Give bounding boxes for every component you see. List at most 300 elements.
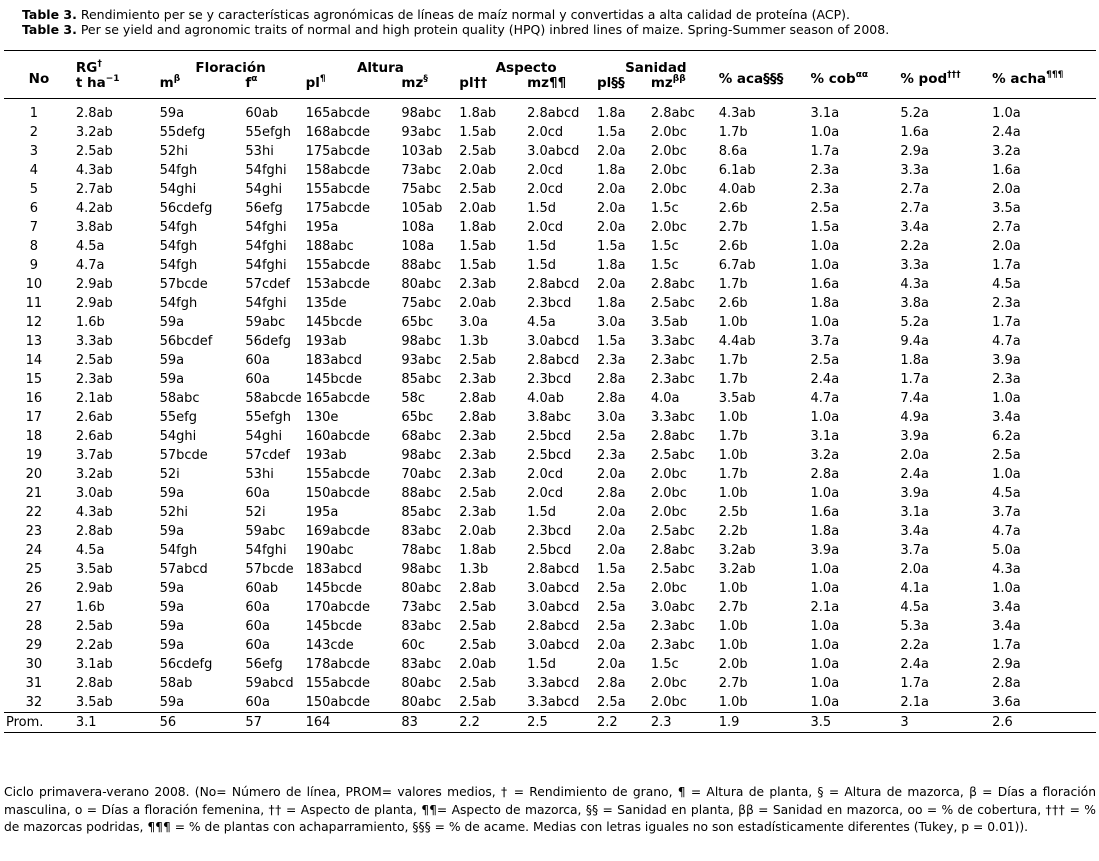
table-cell: 2.0cd: [527, 467, 564, 482]
table-cell: 1.5ab: [459, 258, 497, 273]
line-number-cell: 18: [25, 429, 43, 444]
table-cell: 3.5ab: [75, 695, 113, 710]
table-cell: 2.9ab: [75, 581, 113, 596]
table-cell: 57: [243, 713, 303, 733]
table-cell: 53hi: [245, 467, 274, 482]
table-cell: 2.7a: [992, 220, 1021, 235]
col-aspecto-header: Aspecto: [457, 51, 595, 77]
table-cell: 1.0b: [718, 410, 748, 425]
table-cell: 1.7a: [992, 258, 1021, 273]
line-number-cell: 13: [25, 334, 43, 349]
table-cell: 59a: [159, 638, 185, 653]
table-cell: 3.1a: [810, 429, 840, 444]
table-cell: 6.1ab: [718, 163, 756, 178]
table-cell: 4.5a: [992, 277, 1021, 292]
table-cell: 2.8abc: [650, 543, 695, 558]
table-cell: 2.0b: [718, 657, 748, 672]
table-caption: [22, 7, 889, 37]
table-cell: 195a: [305, 220, 339, 235]
table-cell: 2.3ab: [75, 372, 113, 387]
table-cell: 2.1a: [900, 695, 929, 710]
table-cell: 2.0bc: [650, 163, 687, 178]
table-cell: 193ab: [305, 448, 347, 463]
table-cell: 2.8abcd: [527, 562, 580, 577]
table-cell: 2.8abc: [650, 106, 695, 121]
table-cell: 2.0a: [596, 638, 626, 653]
table-cell: 1.0b: [718, 448, 748, 463]
table-cell: 2.0a: [596, 201, 626, 216]
table-cell: 85abc: [401, 505, 442, 520]
table-cell: 1.7b: [718, 467, 748, 482]
line-number-cell: 15: [25, 372, 43, 387]
table-cell: 7.4a: [900, 391, 929, 406]
line-number-cell: 4: [29, 163, 39, 178]
table-cell: 2.9ab: [75, 296, 113, 311]
line-number-cell: 20: [25, 467, 43, 482]
table-cell: 2.0bc: [650, 505, 687, 520]
table-row: [4, 218, 1096, 237]
col-pl-sanidad-header: pl§§: [595, 76, 649, 99]
table-cell: 59abc: [245, 315, 286, 330]
line-number-cell: 25: [25, 562, 43, 577]
table-cell: 190abc: [305, 543, 354, 558]
table-cell: 1.0b: [718, 315, 748, 330]
table-cell: 1.5d: [527, 505, 557, 520]
table-cell: 2.0a: [596, 220, 626, 235]
table-cell: 60ab: [245, 106, 279, 121]
table-cell: 55efgh: [245, 125, 292, 140]
table-cell: 59a: [159, 619, 185, 634]
table-cell: 98abc: [401, 448, 442, 463]
table-cell: 1.6a: [992, 163, 1021, 178]
table-cell: 2.0ab: [459, 524, 497, 539]
table-cell: 60ab: [245, 581, 279, 596]
table-cell: 5.2a: [900, 106, 929, 121]
table-cell: 2.0a: [992, 239, 1021, 254]
table-cell: 2.8ab: [459, 410, 497, 425]
table-row: [4, 465, 1096, 484]
table-cell: 145bcde: [305, 619, 363, 634]
table-cell: 155abcde: [305, 182, 371, 197]
line-number-cell: 14: [25, 353, 43, 368]
table-cell: 83abc: [401, 657, 442, 672]
table-cell: 1.0a: [992, 467, 1021, 482]
table-cell: 1.6b: [75, 600, 105, 615]
col-rg-header: RG†: [74, 51, 158, 77]
table-cell: 1.8ab: [459, 543, 497, 558]
table-cell: 88abc: [401, 486, 442, 501]
table-cell: 3.5: [809, 713, 899, 733]
table-cell: 3.4a: [992, 410, 1021, 425]
table-cell: 2.5a: [596, 600, 626, 615]
table-cell: 75abc: [401, 182, 442, 197]
table-cell: 57bcde: [245, 562, 294, 577]
caption-spanish: Table 3. Rendimiento per se y características agronómicas de líneas de maíz normal y convertidas a alta calidad de proteína (ACP).: [22, 7, 850, 22]
table-cell: 2.7b: [718, 600, 748, 615]
table-cell: 178abcde: [305, 657, 371, 672]
table-row: [4, 408, 1096, 427]
table-cell: 80abc: [401, 581, 442, 596]
table-cell: 3.2a: [810, 448, 840, 463]
table-cell: 1.8a: [596, 106, 626, 121]
prom-row: [4, 713, 1096, 733]
table-cell: 55efgh: [245, 410, 292, 425]
table-row: [4, 560, 1096, 579]
table-cell: 3.0abc: [650, 600, 695, 615]
line-number-cell: 32: [25, 695, 43, 710]
table-cell: 2.2ab: [75, 638, 113, 653]
table-cell: 150abcde: [305, 695, 371, 710]
table-cell: 4.3a: [900, 277, 929, 292]
line-number-cell: 7: [29, 220, 39, 235]
table-cell: 54fgh: [159, 220, 198, 235]
table-cell: 3.3abcd: [527, 695, 580, 710]
table-row: [4, 142, 1096, 161]
table-cell: 1.7a: [900, 372, 929, 387]
table-cell: 2.8a: [992, 676, 1021, 691]
col-f-header: $f^\alpha$: [243, 76, 303, 99]
table-cell: 4.0a: [650, 391, 680, 406]
table-cell: 2.0a: [596, 657, 626, 672]
table-cell: 2.8abcd: [527, 277, 580, 292]
col-pod-header: % pod†††: [898, 51, 990, 99]
table-cell: 4.3ab: [718, 106, 756, 121]
table-row: [4, 693, 1096, 713]
table-cell: 4.7a: [810, 391, 840, 406]
table-cell: 54ghi: [159, 429, 197, 444]
table-cell: 1.5ab: [459, 239, 497, 254]
table-cell: 58abc: [159, 391, 200, 406]
table-cell: 54fgh: [159, 163, 198, 178]
col-mz-altura-header: mz§: [399, 76, 457, 99]
table-cell: 3.3a: [900, 258, 929, 273]
table-cell: 2.5bcd: [527, 429, 572, 444]
table-row: [4, 161, 1096, 180]
table-cell: 1.5a: [596, 125, 626, 140]
table-cell: 3: [898, 713, 990, 733]
table-cell: 59abcd: [245, 676, 294, 691]
table-cell: 1.0b: [718, 695, 748, 710]
header-row-1: [4, 51, 1096, 77]
table-cell: 108a: [401, 220, 435, 235]
table-cell: 3.8a: [900, 296, 929, 311]
table-cell: 8.6a: [718, 144, 748, 159]
table-cell: 175abcde: [305, 201, 371, 216]
table-cell: 1.7b: [718, 372, 748, 387]
table-cell: 1.8ab: [459, 106, 497, 121]
table-cell: 2.9a: [900, 144, 929, 159]
table-cell: 103ab: [401, 144, 443, 159]
table-row: [4, 370, 1096, 389]
line-number-cell: 19: [25, 448, 43, 463]
table-row: [4, 237, 1096, 256]
table-cell: 93abc: [401, 125, 442, 140]
table-cell: 3.8abc: [527, 410, 572, 425]
table-cell: 2.8abcd: [527, 619, 580, 634]
table-cell: 2.5abc: [650, 296, 695, 311]
table-cell: 54ghi: [245, 429, 283, 444]
table-cell: 75abc: [401, 296, 442, 311]
line-number-cell: 30: [25, 657, 43, 672]
table-cell: 2.3a: [596, 353, 626, 368]
table-cell: 59a: [159, 695, 185, 710]
table-cell: 1.8a: [596, 296, 626, 311]
table-cell: 54fgh: [159, 543, 198, 558]
line-number-cell: 27: [25, 600, 43, 615]
table-cell: 1.7b: [718, 429, 748, 444]
table-cell: 155abcde: [305, 258, 371, 273]
table-body: [4, 99, 1096, 733]
table-cell: 1.5ab: [459, 125, 497, 140]
table-cell: 57cdef: [245, 277, 290, 292]
table-row: [4, 256, 1096, 275]
table-cell: 2.0a: [900, 562, 929, 577]
table-cell: 2.0bc: [650, 467, 687, 482]
table-cell: 2.0bc: [650, 144, 687, 159]
table-cell: 2.2a: [900, 239, 929, 254]
table-cell: 9.4a: [900, 334, 929, 349]
table-cell: 2.0a: [596, 144, 626, 159]
table-cell: 6.2a: [992, 429, 1021, 444]
table-cell: 153abcde: [305, 277, 371, 292]
table-cell: 2.6ab: [75, 410, 113, 425]
table-cell: 73abc: [401, 163, 442, 178]
table-cell: 1.5c: [650, 239, 679, 254]
table-cell: 2.3abc: [650, 638, 695, 653]
table-cell: 1.0a: [810, 315, 840, 330]
table-cell: 2.3ab: [459, 429, 497, 444]
table-cell: 2.2: [595, 713, 649, 733]
col-rg-unit: t $ha^{-1}$: [74, 76, 158, 99]
table-cell: 130e: [305, 410, 339, 425]
table-cell: 2.0bc: [650, 125, 687, 140]
table-cell: 88abc: [401, 258, 442, 273]
table-cell: 2.0bc: [650, 486, 687, 501]
table-cell: 3.0abcd: [527, 600, 580, 615]
table-cell: 2.0a: [596, 277, 626, 292]
table-cell: 3.0a: [596, 410, 626, 425]
table-cell: 2.4a: [900, 467, 929, 482]
table-cell: 2.5ab: [459, 144, 497, 159]
table-cell: 164: [304, 713, 400, 733]
table-cell: 83abc: [401, 619, 442, 634]
table-cell: 2.5ab: [75, 144, 113, 159]
table-cell: 145bcde: [305, 581, 363, 596]
table-cell: 2.5ab: [459, 353, 497, 368]
table-cell: 2.5abc: [650, 448, 695, 463]
col-pl-altura-header: pl¶: [304, 76, 400, 99]
table-cell: 1.0b: [718, 638, 748, 653]
table-cell: 1.7a: [992, 638, 1021, 653]
table-cell: 1.7b: [718, 353, 748, 368]
table-cell: 2.6b: [718, 296, 748, 311]
table-cell: 1.8a: [596, 258, 626, 273]
table-cell: 1.7a: [992, 315, 1021, 330]
table-cell: 2.0ab: [459, 296, 497, 311]
table-cell: 2.3bcd: [527, 296, 572, 311]
table-cell: 59abc: [245, 524, 286, 539]
line-number-cell: 6: [29, 201, 39, 216]
table-cell: 1.8a: [810, 524, 840, 539]
table-cell: 2.5a: [810, 201, 840, 216]
table-cell: 2.6ab: [75, 429, 113, 444]
table-cell: 2.8a: [810, 467, 840, 482]
table-cell: 2.3bcd: [527, 372, 572, 387]
table-cell: 2.9a: [992, 657, 1021, 672]
table-cell: 54fghi: [245, 543, 287, 558]
table-cell: 3.1ab: [75, 657, 113, 672]
table-row: [4, 636, 1096, 655]
table-cell: 3.0abcd: [527, 334, 580, 349]
table-cell: 3.4a: [992, 619, 1021, 634]
table-cell: 3.5ab: [650, 315, 688, 330]
col-sanidad-header: Sanidad: [595, 51, 717, 77]
table-cell: 155abcde: [305, 467, 371, 482]
table-cell: 52hi: [159, 144, 189, 159]
table-cell: 2.3ab: [459, 372, 497, 387]
table-cell: 2.8ab: [459, 581, 497, 596]
table-cell: 3.3abc: [650, 410, 695, 425]
table-cell: 1.8a: [900, 353, 929, 368]
table-cell: 70abc: [401, 467, 442, 482]
table-cell: 53hi: [245, 144, 274, 159]
table-cell: 3.4a: [900, 524, 929, 539]
table-cell: 4.3a: [992, 562, 1021, 577]
line-number-cell: 11: [25, 296, 43, 311]
table-cell: 2.9ab: [75, 277, 113, 292]
table-cell: 2.5a: [596, 429, 626, 444]
table-cell: 54fghi: [245, 163, 287, 178]
table-row: [4, 446, 1096, 465]
table-cell: 80abc: [401, 695, 442, 710]
table-cell: 2.5a: [992, 448, 1021, 463]
table-row: [4, 427, 1096, 446]
table-cell: 98abc: [401, 562, 442, 577]
table-cell: 55efg: [159, 410, 197, 425]
table-cell: 2.8ab: [75, 676, 113, 691]
table-cell: 2.0cd: [527, 486, 564, 501]
table-cell: 4.3ab: [75, 163, 113, 178]
table-cell: 54fghi: [245, 239, 287, 254]
table-cell: 2.4a: [900, 657, 929, 672]
table-cell: 169abcde: [305, 524, 371, 539]
table-cell: 1.0a: [992, 391, 1021, 406]
table-cell: 68abc: [401, 429, 442, 444]
table-cell: 2.3a: [810, 182, 840, 197]
table-cell: 54fgh: [159, 239, 198, 254]
table-cell: 2.5bcd: [527, 448, 572, 463]
table-cell: 60a: [245, 600, 270, 615]
table-cell: 160abcde: [305, 429, 371, 444]
table-cell: 175abcde: [305, 144, 371, 159]
table-footnote: Ciclo primavera-verano 2008. (No= Número de línea, PROM= valores medios, † = Rendimiento de grano, ¶ = Altura de planta, § = Altura de mazorca, β = Días a floración masculina, o = Días a floración femenina, †† = Aspecto de planta, ¶¶= Aspecto de mazorca, §§ = Sanidad en planta, ββ = Sanidad en mazorca, oo = % de cobertura, ††† = % de mazorcas podridas, ¶¶¶ = % de plantas con achaparramiento, §§§ = % de acame. Medias con letras iguales no son estadísticamente diferentes (Tukey, p = 0.01)).: [4, 785, 1096, 834]
table-cell: 1.5d: [527, 239, 557, 254]
table-cell: 3.2a: [992, 144, 1021, 159]
table-cell: 2.4a: [810, 372, 840, 387]
table-cell: 1.6a: [900, 125, 929, 140]
line-number-cell: 1: [29, 106, 39, 121]
table-cell: 2.5b: [718, 505, 748, 520]
table-row: [4, 617, 1096, 636]
table-row: [4, 503, 1096, 522]
table-cell: 1.5a: [596, 334, 626, 349]
table-row: [4, 522, 1096, 541]
table-cell: 3.9a: [992, 353, 1021, 368]
col-mz-sanidad-header: $mz^{\beta\beta}$: [649, 76, 717, 99]
table-cell: 5.2a: [900, 315, 929, 330]
table-cell: 3.0abcd: [527, 144, 580, 159]
table-cell: 2.3ab: [459, 505, 497, 520]
table-row: [4, 99, 1096, 124]
table-cell: 2.5ab: [75, 619, 113, 634]
table-cell: 2.3a: [992, 372, 1021, 387]
line-number-cell: 3: [29, 144, 39, 159]
table-cell: 1.8a: [810, 296, 840, 311]
table-cell: 2.5ab: [459, 695, 497, 710]
table-cell: 2.0ab: [459, 657, 497, 672]
table-cell: 56efg: [245, 201, 283, 216]
table-cell: 1.0a: [810, 676, 840, 691]
table-cell: 1.5c: [650, 201, 679, 216]
table-cell: 2.2a: [900, 638, 929, 653]
table-cell: 2.5ab: [75, 353, 113, 368]
table-cell: 1.5a: [810, 220, 840, 235]
table-cell: 2.0a: [992, 182, 1021, 197]
table-cell: 2.0a: [596, 524, 626, 539]
table-cell: 2.0bc: [650, 695, 687, 710]
line-number-cell: 16: [25, 391, 43, 406]
table-cell: 2.0ab: [459, 163, 497, 178]
table-cell: 195a: [305, 505, 339, 520]
table-cell: 2.0a: [900, 448, 929, 463]
table-cell: 1.5c: [650, 258, 679, 273]
table-cell: 3.9a: [900, 486, 929, 501]
table-cell: 3.3abc: [650, 334, 695, 349]
table-cell: 1.5a: [596, 562, 626, 577]
table-cell: 2.0cd: [527, 125, 564, 140]
table-cell: 80abc: [401, 676, 442, 691]
line-number-cell: 8: [29, 239, 39, 254]
table-cell: 1.0a: [810, 695, 840, 710]
table-cell: 58ab: [159, 676, 193, 691]
table-cell: 165abcde: [305, 106, 371, 121]
table-row: [4, 123, 1096, 142]
line-number-cell: 31: [25, 676, 43, 691]
table-cell: 2.0bc: [650, 182, 687, 197]
table-cell: 54fghi: [245, 258, 287, 273]
table-cell: 2.5ab: [459, 486, 497, 501]
table-cell: 1.7b: [718, 125, 748, 140]
table-cell: 52i: [245, 505, 266, 520]
table-cell: 3.6a: [992, 695, 1021, 710]
table-cell: 3.0abcd: [527, 638, 580, 653]
table-cell: 93abc: [401, 353, 442, 368]
table-cell: 2.6b: [718, 201, 748, 216]
table-cell: 2.8ab: [459, 391, 497, 406]
line-number-cell: 24: [25, 543, 43, 558]
table-cell: 188abc: [305, 239, 354, 254]
table-cell: 4.5a: [527, 315, 556, 330]
table-cell: 2.0ab: [459, 201, 497, 216]
table-cell: 1.0a: [992, 106, 1021, 121]
table-cell: 3.8ab: [75, 220, 113, 235]
table-cell: 170abcde: [305, 600, 371, 615]
table-cell: 60c: [401, 638, 426, 653]
table-cell: 3.0a: [596, 315, 626, 330]
table-cell: 56bcdef: [159, 334, 213, 349]
table-cell: 4.7a: [75, 258, 105, 273]
table-cell: 60a: [245, 372, 270, 387]
